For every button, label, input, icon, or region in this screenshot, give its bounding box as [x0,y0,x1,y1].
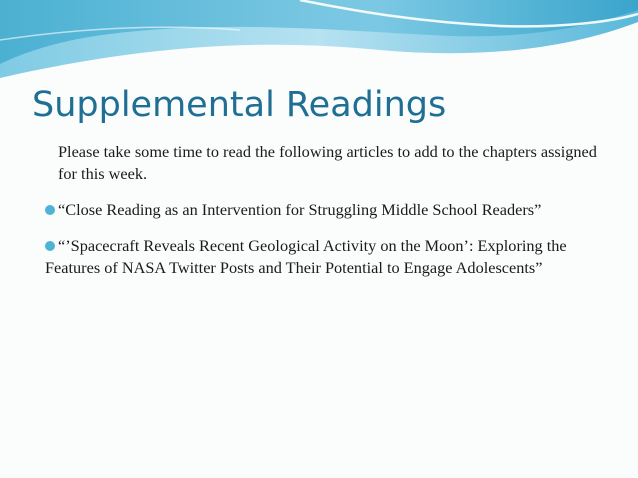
bullet-icon [45,205,55,215]
slide-title: Supplemental Readings [32,85,447,125]
wave-banner-decoration [0,0,638,80]
intro-text: Please take some time to read the following articles to add to the chapters assigned for this week. [58,142,597,183]
bullet-item-close-reading [45,199,590,221]
bullet-item-spacecraft [45,235,590,279]
slide-body [45,141,602,279]
bullet-text: “’Spacecraft Reveals Recent Geological Activity on the Moon’: Exploring the Features of NASA Twitter Posts and Their Potential to Engage Adolescents” [45,236,567,277]
bullet-text: “Close Reading as an Intervention for Struggling Middle School Readers” [58,200,542,219]
bullet-icon [45,241,55,251]
